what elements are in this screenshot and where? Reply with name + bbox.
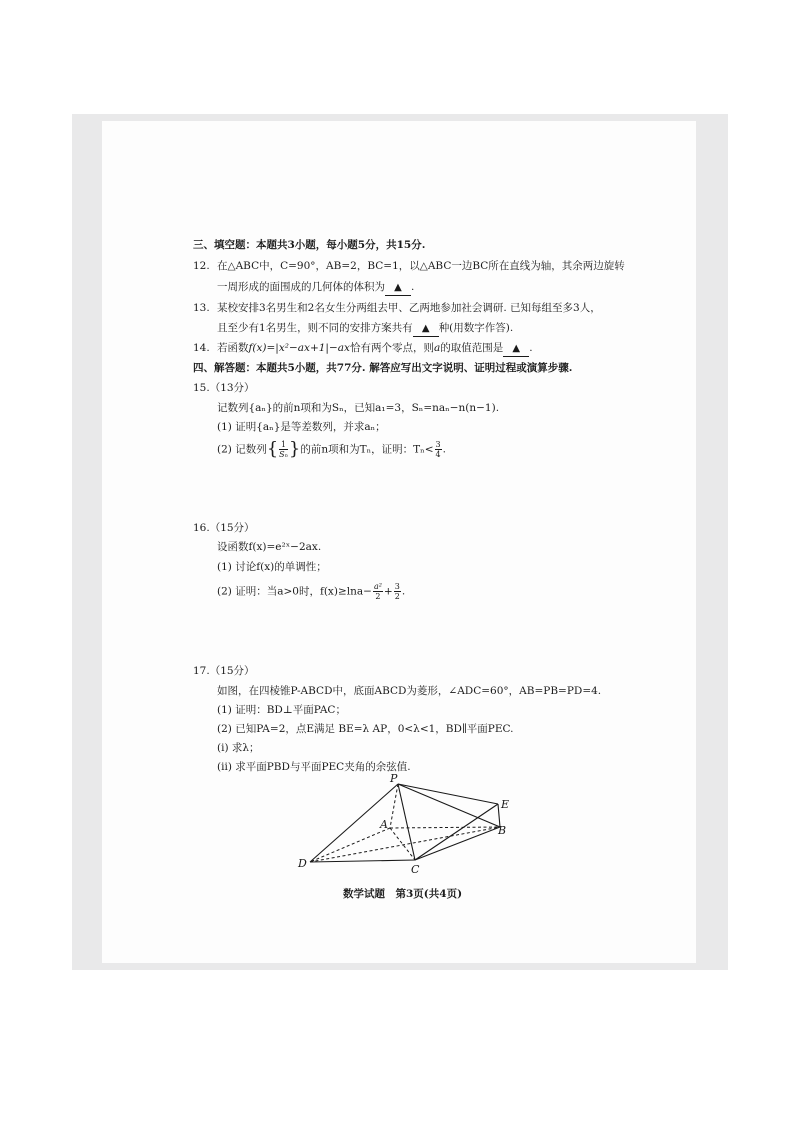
edge-PB <box>398 784 500 827</box>
question-14-var: a <box>433 342 441 354</box>
question-13-line2-text: 且至少有1名男生，则不同的安排方案共有 <box>217 322 413 334</box>
label-E: E <box>501 798 510 811</box>
question-16-part2 <box>217 582 405 601</box>
question-14-end: . <box>529 342 533 354</box>
question-12-line1: 在△ABC中，C=90°，AB=2，BC=1，以△ABC一边BC所在直线为轴，其余两边旋转 <box>217 260 625 272</box>
edge-PE <box>398 784 498 804</box>
fraction-denominator: Sₙ <box>279 450 288 459</box>
question-16-part1: (1) 讨论f(x)的单调性； <box>217 561 327 573</box>
question-17-part1: (1) 证明：BD⊥平面PAC； <box>217 704 346 716</box>
question-15-part2 <box>217 440 446 459</box>
question-16-header: 16.（15分） <box>193 522 255 534</box>
question-13-line1: 某校安排3名男生和2名女生分两组去甲、乙两地参加社会调研. 已知每组至多3人， <box>217 302 601 314</box>
label-A: A <box>380 818 388 831</box>
section-3-heading: 三、填空题：本题共3小题，每小题5分，共15分. <box>193 239 426 251</box>
page-footer: 数学试题 第3页(共4页) <box>343 888 463 900</box>
pyramid-figure <box>290 772 520 877</box>
question-17-header: 17.（15分） <box>193 665 255 677</box>
fraction-3-over-2 <box>394 582 401 601</box>
question-number: 13. <box>193 302 210 314</box>
question-14 <box>193 341 533 357</box>
fraction-denominator: 4 <box>435 450 441 459</box>
answer-blank: ▲ <box>413 322 439 337</box>
question-number: 14. <box>193 342 210 354</box>
question-17-part2-ii: (ii) 求平面PBD与平面PEC夹角的余弦值. <box>217 761 411 773</box>
question-13-line2 <box>217 321 513 337</box>
question-17-part2: (2) 已知PA=2，点E满足 BE=λ AP，0<λ<1，BD∥平面PEC. <box>217 723 514 735</box>
part2-end: . <box>401 585 406 598</box>
question-14-post: 的取值范围是 <box>440 342 504 354</box>
question-15-part1: (1) 证明{aₙ}是等差数列，并求aₙ； <box>217 421 386 433</box>
part2-end: . <box>442 443 446 456</box>
question-12 <box>193 259 625 273</box>
label-P: P <box>390 772 398 785</box>
edge-AB <box>390 827 500 828</box>
right-brace: } <box>288 438 301 460</box>
question-13-line2-end: 种(用数字作答). <box>438 322 514 334</box>
question-12-line2-end: . <box>411 281 415 293</box>
part2-text: (2) 记数列 <box>217 443 267 456</box>
question-13 <box>193 301 601 315</box>
question-17-stem: 如图，在四棱锥P-ABCD中，底面ABCD为菱形，∠ADC=60°，AB=PB=PD=4. <box>217 685 602 697</box>
section-4-heading: 四、解答题：本题共5小题，共77分. 解答应写出文字说明、证明过程或演算步骤. <box>193 362 573 374</box>
left-brace: { <box>266 438 279 460</box>
edge-PC <box>398 784 415 860</box>
question-15-header: 15.（13分） <box>193 382 255 394</box>
question-17-part2-i: (i) 求λ； <box>217 742 260 754</box>
edge-DC <box>310 860 415 862</box>
question-14-function: f(x)=|x²−ax+1|−ax <box>248 342 350 354</box>
plus-sign: + <box>383 585 393 598</box>
fraction-denominator: 2 <box>394 592 400 601</box>
part2-mid: 的前n项和为Tₙ，证明：Tₙ< <box>300 443 434 456</box>
question-12-line2 <box>217 280 414 296</box>
fraction-3-over-4 <box>435 440 442 459</box>
label-B: B <box>498 824 507 837</box>
question-14-mid: 恰有两个零点，则 <box>349 342 434 354</box>
answer-blank: ▲ <box>385 281 411 296</box>
question-number: 12. <box>193 260 210 272</box>
fraction-denominator: 2 <box>375 592 381 601</box>
fraction-numerator: 1 <box>280 440 287 449</box>
label-D: D <box>298 857 307 870</box>
question-15-stem: 记数列{aₙ}的前n项和为Sₙ，已知a₁=3，Sₙ=naₙ−n(n−1). <box>217 402 500 414</box>
fraction-numerator: 3 <box>394 582 400 591</box>
part2-text: (2) 证明：当a>0时，f(x)≥lna− <box>217 585 372 598</box>
question-12-line2-text: 一周形成的面围成的几何体的体积为 <box>217 281 385 293</box>
question-14-pre: 若函数 <box>217 342 249 354</box>
question-16-stem: 设函数f(x)=e²ˣ−2ax. <box>217 541 322 553</box>
edge-DB <box>310 827 500 862</box>
edge-AD <box>310 828 390 862</box>
edge-EC <box>415 804 498 860</box>
fraction-numerator: a² <box>373 582 382 591</box>
fraction-1-over-Sn <box>279 440 288 459</box>
answer-blank: ▲ <box>503 342 529 357</box>
fraction-a2-over-2 <box>373 582 383 601</box>
label-C: C <box>411 863 420 876</box>
fraction-numerator: 3 <box>435 440 441 449</box>
